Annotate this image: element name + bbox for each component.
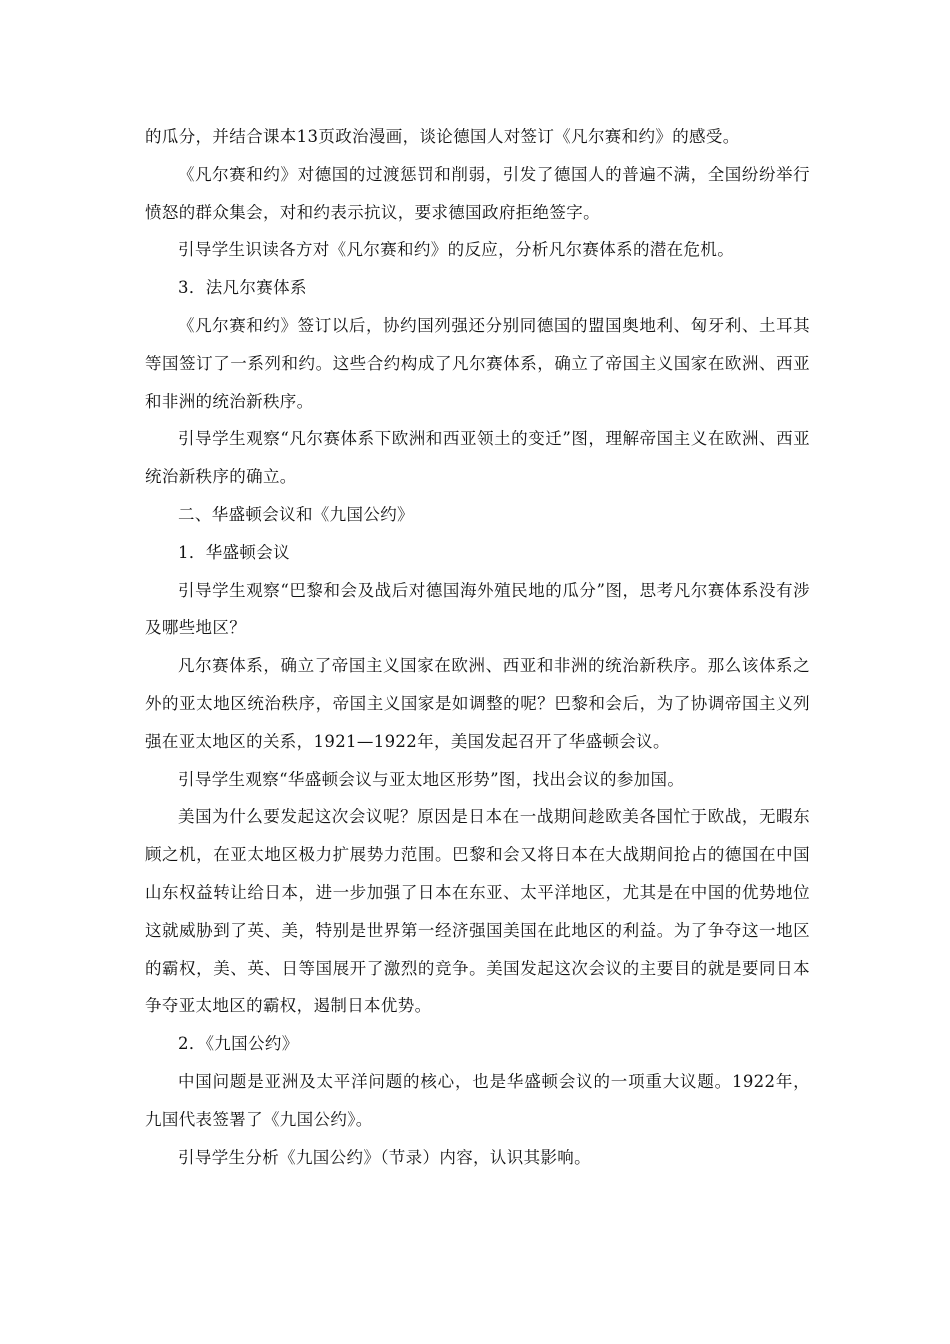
paragraph-guide-participants: 引导学生观察“华盛顿会议与亚太地区形势”图，找出会议的参加国。	[178, 769, 685, 789]
paragraph-conference-reason: 美国为什么要发起这次会议呢？原因是日本在一战期间趁欧美各国忙于欧战，无暇东顾之机，在亚太地区极力扩展势力范围。巴黎和会又将日本在大战期间抢占的德国在中国山东权益转让给日本，进一步加强了日本在东亚、太平洋地区，尤其是在中国的优势地位这就威胁到了英、美，特别是世界第一经济强国美国在此地区的利益。为了争夺这一地区的霸权，美、英、日等国展开了激烈的竞争。美国发起这次会议的主要目的就是要同日本争夺亚太地区的霸权，遏制日本优势。	[145, 807, 810, 1016]
subsection-heading-nine-power-treaty: 2．《九国公约》	[178, 1034, 299, 1054]
section-heading-versailles-system: 3．法凡尔赛体系	[178, 278, 307, 298]
paragraph-guide-treaty-analysis: 引导学生分析《九国公约》（节录）内容，认识其影响。	[178, 1147, 591, 1167]
paragraph-versailles-system: 《凡尔赛和约》签订以后，协约国列强还分别同德国的盟国奥地利、匈牙利、土耳其等国签订了一系列和约。这些合约构成了凡尔赛体系，确立了帝国主义国家在欧洲、西亚和非洲的统治新秩序。	[145, 315, 810, 411]
section-heading-washington-nine-power: 二、华盛顿会议和《九国公约》	[178, 504, 414, 524]
document-page	[145, 118, 810, 1176]
paragraph-treaty-reaction: 《凡尔赛和约》对德国的过渡惩罚和削弱，引发了德国人的普遍不满，全国纷纷举行愤怒的群众集会，对和约表示抗议，要求德国政府拒绝签字。	[145, 164, 810, 222]
paragraph-guide-colonies-map: 引导学生观察“巴黎和会及战后对德国海外殖民地的瓜分”图，思考凡尔赛体系没有涉及哪些地区？	[145, 580, 810, 638]
subsection-heading-washington-conference: 1．华盛顿会议	[178, 542, 290, 562]
paragraph-continuation: 的瓜分，并结合课本13页政治漫画，谈论德国人对签订《凡尔赛和约》的感受。	[145, 127, 740, 146]
paragraph-guide-territory-map: 引导学生观察“凡尔赛体系下欧洲和西亚领土的变迁”图，理解帝国主义在欧洲、西亚统治新秩序的确立。	[145, 429, 810, 487]
paragraph-china-question: 中国问题是亚洲及太平洋问题的核心，也是华盛顿会议的一项重大议题。1922年，九国代表签署了《九国公约》。	[145, 1071, 810, 1129]
paragraph-asia-pacific-order: 凡尔赛体系，确立了帝国主义国家在欧洲、西亚和非洲的统治新秩序。那么该体系之外的亚太地区统治秩序，帝国主义国家是如调整的呢？巴黎和会后，为了协调帝国主义列强在亚太地区的关系，1921—1922年，美国发起召开了华盛顿会议。	[145, 656, 810, 751]
paragraph-guide-reactions: 引导学生识读各方对《凡尔赛和约》的反应，分析凡尔赛体系的潜在危机。	[178, 240, 735, 260]
